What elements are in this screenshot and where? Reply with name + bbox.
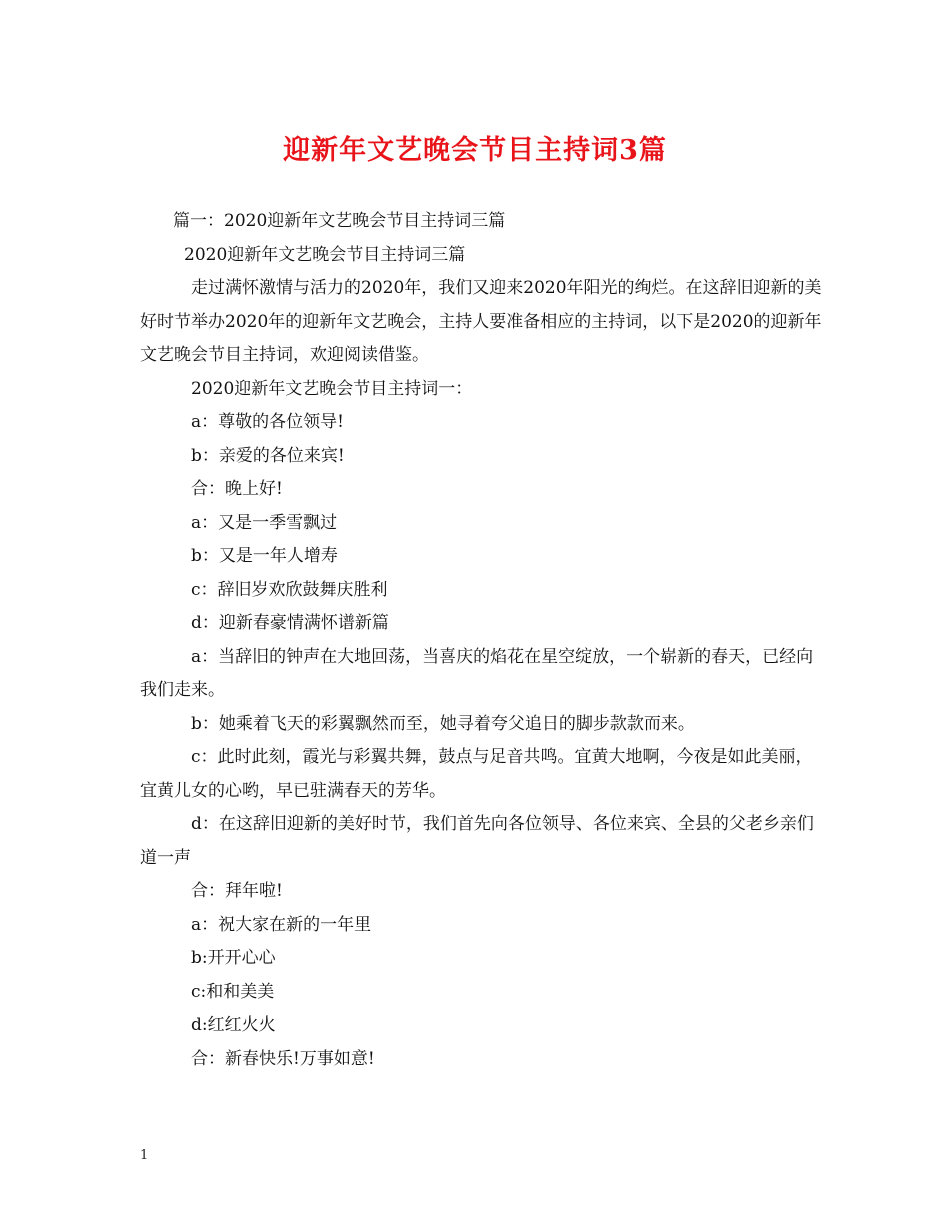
page-number: 1 [140, 1148, 149, 1163]
dialogue-paragraph: b：她乘着飞天的彩翼飘然而至，她寻着夸父追日的脚步款款而来。 [191, 713, 695, 734]
dialogue-line: c：辞旧岁欢欣鼓舞庆胜利 [191, 579, 388, 600]
dialogue-line: c:和和美美 [191, 981, 275, 1002]
dialogue-line: b：又是一年人增寿 [191, 546, 338, 566]
dialogue-line: a：尊敬的各位领导! [191, 412, 344, 432]
dialogue-line: d:红红火火 [191, 1015, 276, 1035]
section-heading-1: 篇一：2020迎新年文艺晚会节目主持词三篇 [173, 211, 506, 231]
dialogue-line: d：迎新春豪情满怀谱新篇 [191, 613, 389, 633]
dialogue-line: b:开开心心 [191, 948, 276, 968]
speech-heading: 2020迎新年文艺晚会节目主持词一： [191, 378, 473, 399]
dialogue-line: a：祝大家在新的一年里 [191, 914, 372, 935]
document-body [140, 205, 828, 1076]
dialogue-line: 合：新春快乐!万事如意! [191, 1048, 375, 1069]
dialogue-line: 合：拜年啦! [191, 881, 283, 901]
dialogue-line: b：亲爱的各位来宾! [191, 445, 345, 466]
section-heading-2: 2020迎新年文艺晚会节目主持词三篇 [184, 244, 466, 265]
intro-paragraph: 走过满怀激情与活力的2020年，我们又迎来2020年阳光的绚烂。在这辞旧迎新的美好时节举办2020年的迎新年文艺晚会，主持人要准备相应的主持词，以下是2020的迎新年文艺晚会节目主持词，欢迎阅读借鉴。 [140, 278, 822, 365]
dialogue-paragraph: a：当辞旧的钟声在大地回荡，当喜庆的焰花在星空绽放，一个崭新的春天，已经向我们走来。 [140, 646, 814, 700]
dialogue-line: a：又是一季雪飘过 [191, 512, 338, 533]
document-title: 迎新年文艺晚会节目主持词3篇 [283, 135, 667, 166]
dialogue-line: 合：晚上好! [191, 479, 283, 499]
dialogue-paragraph: d：在这辞旧迎新的美好时节，我们首先向各位领导、各位来宾、全县的父老乡亲们道一声 [140, 814, 814, 868]
dialogue-paragraph: c：此时此刻，霞光与彩翼共舞，鼓点与足音共鸣。宜黄大地啊，今夜是如此美丽，宜黄儿女的心哟，早已驻满春天的芳华。 [140, 747, 813, 801]
